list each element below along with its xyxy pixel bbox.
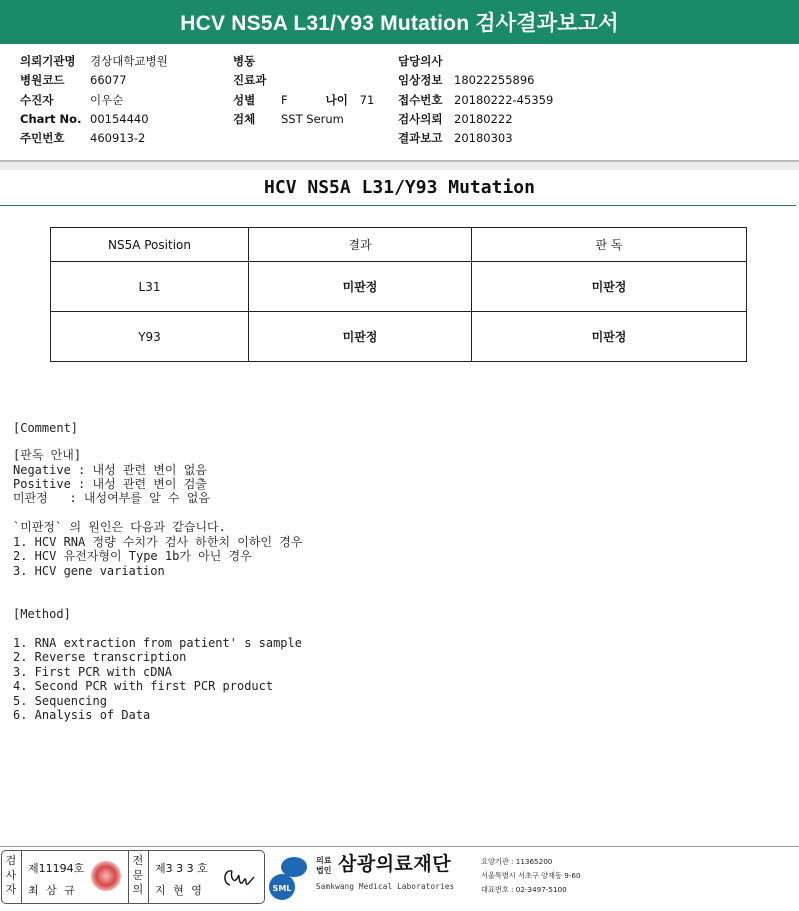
table-cell-interpretation: 미판정 xyxy=(472,312,747,362)
info-label: 검체 xyxy=(233,111,256,126)
info-value: 00154440 xyxy=(90,111,149,126)
info-row-specimen xyxy=(233,110,374,129)
info-value: 460913-2 xyxy=(90,131,146,146)
info-row-ward xyxy=(233,52,374,71)
table-cell-interpretation: 미판정 xyxy=(472,262,747,312)
info-value-age: 71 xyxy=(359,92,375,107)
logo-text: SML xyxy=(272,884,292,893)
method-step: 6. Analysis of Data xyxy=(13,708,151,722)
info-label: 병동 xyxy=(233,54,256,68)
info-row-doctor xyxy=(398,52,553,71)
results-table xyxy=(50,227,747,362)
info-value: 경상대학교병원 xyxy=(90,54,168,68)
info-row-request-date xyxy=(398,110,553,129)
comment-heading: [Comment] xyxy=(13,421,79,435)
info-row-clinical-info xyxy=(398,71,553,90)
table-row xyxy=(51,262,747,312)
corp-type xyxy=(316,856,331,876)
corp-phone: 대표번호 : 02-3497-5100 xyxy=(481,885,567,894)
info-label: 진료과 xyxy=(233,73,267,88)
info-value: 20180303 xyxy=(454,131,513,146)
table-row xyxy=(51,312,747,362)
info-label: 주민번호 xyxy=(20,131,65,146)
tester-license: 제11194호 xyxy=(28,862,85,875)
table-cell-position: Y93 xyxy=(51,312,249,362)
corp-type-line: 의료 xyxy=(316,856,332,865)
signature-divider xyxy=(21,851,22,903)
info-value: 20180222 xyxy=(454,111,513,126)
corp-english-name: Samkwang Medical Laboratories xyxy=(316,882,455,891)
info-value: F xyxy=(281,92,288,107)
info-row-institution xyxy=(20,52,168,71)
guide-heading: [판독 안내] xyxy=(13,448,82,462)
info-row-chart-no xyxy=(20,110,168,129)
info-row-receipt-number xyxy=(398,91,553,110)
info-label: Chart No. xyxy=(20,111,82,126)
tester-label: 검사자 xyxy=(5,854,17,896)
info-value: SST Serum xyxy=(281,111,344,126)
info-value: 18022255896 xyxy=(454,73,535,88)
official-seal xyxy=(91,861,121,891)
info-value: 66077 xyxy=(90,73,127,88)
signature-box xyxy=(1,850,265,904)
info-label-age: 나이 xyxy=(325,92,348,107)
method-step: 5. Sequencing xyxy=(13,694,107,708)
method-step: 4. Second PCR with first PCR product xyxy=(13,679,274,693)
table-cell-result: 미판정 xyxy=(249,312,472,362)
corp-address: 서울특별시 서초구 양재동 9-60 xyxy=(481,871,581,880)
info-row-patient xyxy=(20,91,168,110)
cause-line: 1. HCV RNA 정량 수치가 검사 하한치 이하인 경우 xyxy=(13,535,303,549)
cause-line: 2. HCV 유전자형이 Type 1b가 아닌 경우 xyxy=(13,549,252,563)
info-row-department xyxy=(233,71,374,90)
info-label: 성별 xyxy=(233,92,256,107)
method-step: 3. First PCR with cDNA xyxy=(13,665,172,679)
guide-line: Negative : 내성 관련 변이 없음 xyxy=(13,463,207,477)
report-header-title: HCV NS5A L31/Y93 Mutation 검사결과보고서 xyxy=(180,12,619,35)
footer-divider xyxy=(0,846,799,847)
info-label: 의뢰기관명 xyxy=(20,54,76,68)
patient-info-column-1 xyxy=(20,52,168,148)
report-title: HCV NS5A L31/Y93 Mutation xyxy=(264,177,535,198)
guide-line: 미판정 : 내성여부를 알 수 없음 xyxy=(13,491,210,505)
table-header-interpretation: 판 독 xyxy=(472,228,747,262)
info-value: 20180222-45359 xyxy=(454,92,554,107)
corp-type-line: 법인 xyxy=(316,866,332,875)
cause-line: 3. HCV gene variation xyxy=(13,564,165,578)
method-heading: [Method] xyxy=(13,607,71,621)
info-value: 이우순 xyxy=(90,92,124,107)
corp-name: 삼광의료재단 xyxy=(338,853,452,875)
table-cell-position: L31 xyxy=(51,262,249,312)
section-divider-shade xyxy=(0,162,799,170)
specialist-label: 전문의 xyxy=(132,854,144,896)
corp-contact-info xyxy=(481,855,581,897)
method-step: 2. Reverse transcription xyxy=(13,650,187,664)
title-underline xyxy=(0,205,796,206)
signature-divider xyxy=(128,851,129,903)
specialist-license: 제3 3 3 호 xyxy=(155,862,208,875)
signature-scribble xyxy=(220,863,260,893)
guide-line: Positive : 내성 관련 변이 검출 xyxy=(13,477,207,491)
info-row-resident-number xyxy=(20,129,168,148)
info-row-sex-age xyxy=(233,91,374,110)
patient-info-column-3 xyxy=(398,52,553,148)
table-header-row xyxy=(51,228,747,262)
patient-info-column-2 xyxy=(233,52,374,129)
info-row-hospital-code xyxy=(20,71,168,90)
cause-intro: `미판정` 의 원인은 다음과 같습니다. xyxy=(13,520,226,534)
table-header-position: NS5A Position xyxy=(51,228,249,262)
table-cell-result: 미판정 xyxy=(249,262,472,312)
info-label: 검사의뢰 xyxy=(398,111,443,126)
sml-logo-icon xyxy=(268,853,312,903)
corp-code: 요양기관 : 11365200 xyxy=(481,857,553,866)
table-header-result: 결과 xyxy=(249,228,472,262)
tester-name: 최 삼 규 xyxy=(28,884,77,897)
report-header xyxy=(0,0,799,44)
info-label: 접수번호 xyxy=(398,92,443,107)
info-label: 담당의사 xyxy=(398,54,443,68)
method-step: 1. RNA extraction from patient' s sample xyxy=(13,636,302,650)
info-row-report-date xyxy=(398,129,553,148)
info-label: 병원코드 xyxy=(20,73,65,88)
info-label: 임상정보 xyxy=(398,73,443,88)
info-label: 결과보고 xyxy=(398,131,443,146)
info-label: 수진자 xyxy=(20,92,54,107)
signature-divider xyxy=(148,851,149,903)
specialist-name: 지 현 영 xyxy=(155,884,204,897)
